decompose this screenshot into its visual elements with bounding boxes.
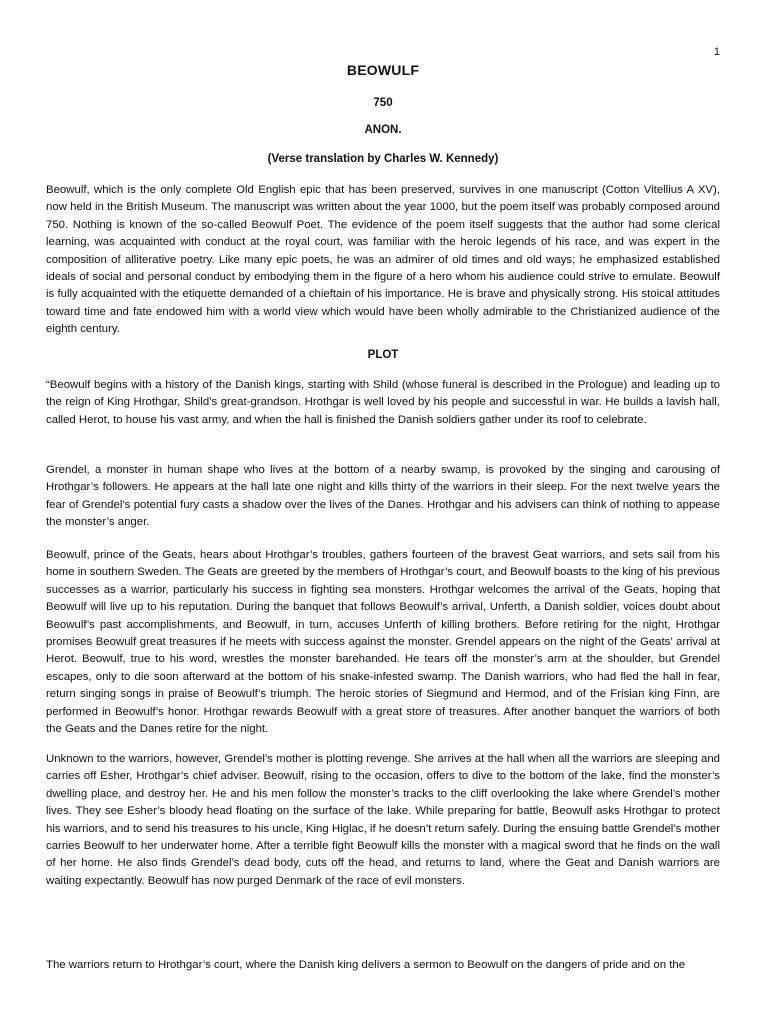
intro-paragraph: Beowulf, which is the only complete Old English epic that has been preserved, survives in one manuscript (Cotton Vitellius A XV), now held in the British Museum. The manuscript was written about the year 1000, but the poem itself was probably composed around 750. Nothing is known of the so-called Beowulf Poet. The evidence of the poem itself suggests that the author had some clerical learning, was acquainted with conduct at the royal court, was familiar with the heroic legends of his race, and was expert in the composition of alliterative poetry. Like many epic poets, he was an admirer of old times and old ways; he emphasized established ideals of social and personal conduct by embodying them in the figure of a hero whom his audience could strive to emulate. Beowulf is fully acquainted with the etiquette demanded of a chieftain of his importance. He is brave and physically strong. His stoical attitudes toward time and fate endowed him with a world view which would have been wholly admirable to the Christianized audience of the eighth century. [46,184,720,336]
document-author: ANON. [364,124,402,136]
translation-note: (Verse translation by Charles W. Kennedy) [267,153,499,165]
plot-paragraph: “Beowulf begins with a history of the Danish kings, starting with Shild (whose funeral is described in the Prologue) and leading up to the reign of King Hrothgar, Shild’s great-grandson. Hrothgar is well loved by his people and successful in war. He builds a lavish hall, called Herot, to house his vast army, and when the hall is finished the Danish soldiers gather under its roof to celebrate. [46,379,720,426]
document-title: BEOWULF [346,62,420,78]
plot-paragraph: The warriors return to Hrothgar’s court, where the Danish king delivers a sermon to Beowulf on the dangers of pride and on the [46,959,686,971]
page-number: 1 [713,46,720,58]
plot-paragraph: Unknown to the warriors, however, Grendel’s mother is plotting revenge. She arrives at the hall when all the warriors are sleeping and carries off Esher, Hrothgar’s chief adviser. Beowulf, rising to the occasion, offers to dive to the bottom of the lake, find the monster’s dwelling place, and destroy her. He and his men follow the monster’s tracks to the cliff overlooking the lake where Grendel’s mother lives. They see Esher’s bloody head floating on the surface of the lake. While preparing for battle, Beowulf asks Hrothgar to protect his warriors, and to send his treasures to his uncle, King Higlac, if he doesn’t return safely. During the ensuing battle Grendel’s mother carries Beowulf to her underwater home. After a terrible fight Beowulf kills the monster with a magical sword that he finds on the wall of her home. He also finds Grendel’s dead body, cuts off the head, and returns to land, where the Geat and Danish warriors are waiting expectantly. Beowulf has now purged Denmark of the race of evil monsters. [46,753,720,887]
plot-heading: PLOT [367,349,399,361]
plot-paragraph: Grendel, a monster in human shape who lives at the bottom of a nearby swamp, is provoked by the singing and carousing of Hrothgar’s followers. He appears at the hall late one night and kills thirty of the warriors in their sleep. For the next twelve years the fear of Grendel’s potential fury casts a shadow over the lives of the Danes. Hrothgar and his advisers can think of nothing to appease the monster’s anger. [46,464,720,529]
document-year: 750 [373,97,393,109]
plot-paragraph: Beowulf, prince of the Geats, hears about Hrothgar’s troubles, gathers fourteen of the bravest Geat warriors, and sets sail from his home in southern Sweden. The Geats are greeted by the members of Hrothgar’s court, and Beowulf boasts to the king of his previous successes as a warrior, particularly his success in fighting sea monsters. Hrothgar welcomes the arrival of the Geats, hoping that Beowulf will live up to his reputation. During the banquet that follows Beowulf’s arrival, Unferth, a Danish soldier, voices doubt about Beowulf’s past accomplishments, and Beowulf, in turn, accuses Unferth of killing brothers. Before retiring for the night, Hrothgar promises Beowulf great treasures if he meets with success against the monster. Grendel appears on the night of the Geats’ arrival at Herot. Beowulf, true to his word, wrestles the monster barehanded. He tears off the monster’s arm at the shoulder, but Grendel escapes, only to die soon afterward at the bottom of his snake-infested swamp. The Danish warriors, who had fled the hall in fear, return singing songs in praise of Beowulf’s triumph. The heroic stories of Siegmund and Hermod, and of the Frisian king Finn, are performed in Beowulf’s honor. Hrothgar rewards Beowulf with a great store of treasures. After another banquet the warriors of both the Geats and the Danes retire for the night. [46,549,720,736]
